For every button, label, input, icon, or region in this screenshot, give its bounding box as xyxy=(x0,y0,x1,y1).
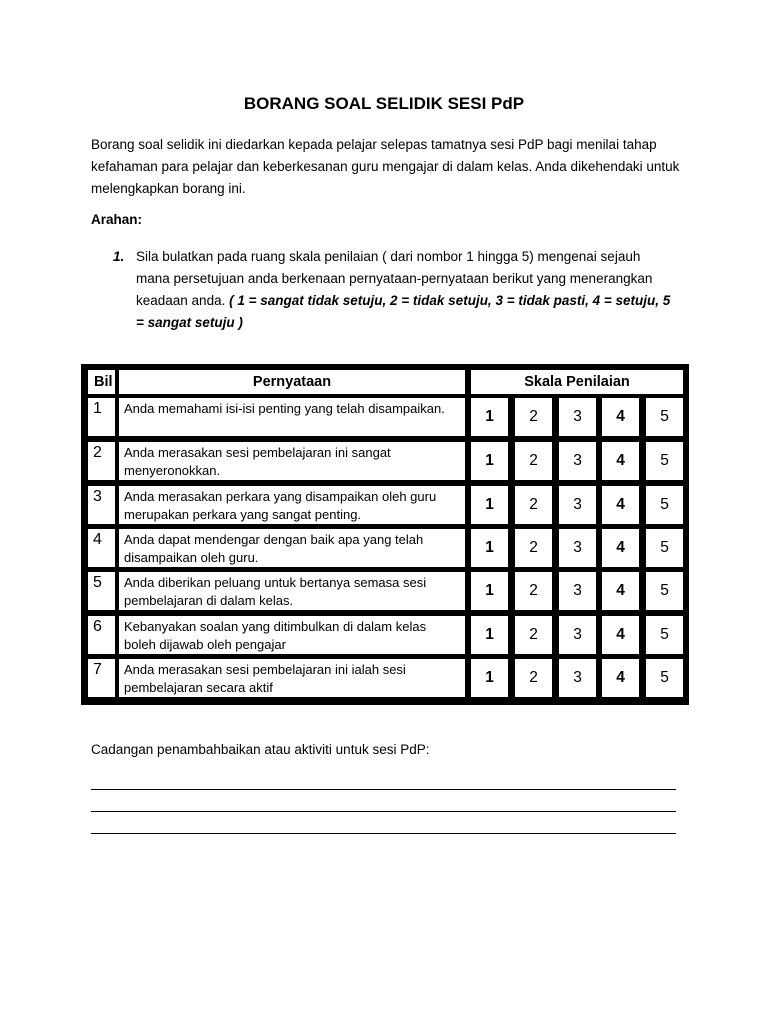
page-title: BORANG SOAL SELIDIK SESI PdP xyxy=(243,94,525,113)
rating-option-4[interactable]: 4 xyxy=(601,528,640,568)
rating-option-3[interactable]: 3 xyxy=(558,658,597,698)
header-statement: Pernyataan xyxy=(118,369,466,395)
answer-line[interactable] xyxy=(91,811,676,812)
statement-text: Anda merasakan sesi pembelajaran ini sangat menyeronokkan. xyxy=(118,441,466,481)
answer-line[interactable] xyxy=(91,833,676,834)
row-number: 6 xyxy=(87,615,116,655)
instruction-text-block xyxy=(136,246,673,334)
rating-option-1[interactable]: 1 xyxy=(470,615,509,655)
rating-option-4[interactable]: 4 xyxy=(601,571,640,611)
rating-option-5[interactable]: 5 xyxy=(645,397,684,437)
statement-text: Kebanyakan soalan yang ditimbulkan di dalam kelas boleh dijawab oleh pengajar xyxy=(118,615,466,655)
intro-paragraph: Borang soal selidik ini diedarkan kepada pelajar selepas tamatnya sesi PdP bagi menilai tahap kefahaman para pelajar dan keberkesanan guru mengajar di dalam kelas. Anda dikehendaki untuk melengkapkan borang ini. xyxy=(91,137,680,196)
rating-option-1[interactable]: 1 xyxy=(470,528,509,568)
rating-option-2[interactable]: 2 xyxy=(514,528,553,568)
rating-option-3[interactable]: 3 xyxy=(558,485,597,525)
rating-option-5[interactable]: 5 xyxy=(645,528,684,568)
rating-option-5[interactable]: 5 xyxy=(645,485,684,525)
rating-option-4[interactable]: 4 xyxy=(601,441,640,481)
rating-option-5[interactable]: 5 xyxy=(645,615,684,655)
row-number: 5 xyxy=(87,571,116,611)
statement-text: Anda dapat mendengar dengan baik apa yang telah disampaikan oleh guru. xyxy=(118,528,466,568)
rating-option-1[interactable]: 1 xyxy=(470,658,509,698)
rating-option-5[interactable]: 5 xyxy=(645,441,684,481)
rating-option-3[interactable]: 3 xyxy=(558,441,597,481)
rating-option-1[interactable]: 1 xyxy=(470,441,509,481)
suggestions-label: Cadangan penambahbaikan atau aktiviti untuk sesi PdP: xyxy=(91,742,430,757)
rating-option-4[interactable]: 4 xyxy=(601,485,640,525)
statement-text: Anda merasakan perkara yang disampaikan oleh guru merupakan perkara yang sangat penting. xyxy=(118,485,466,525)
instruction-text: Sila bulatkan pada ruang skala penilaian ( dari nombor 1 hingga 5) mengenai sejauh mana persetujuan anda berkenaan pernyataan-pernyataan berikut yang menerangkan keadaan anda. xyxy=(136,249,653,308)
rating-option-4[interactable]: 4 xyxy=(601,615,640,655)
header-scale: Skala Penilaian xyxy=(470,369,684,395)
rating-option-2[interactable]: 2 xyxy=(514,397,553,437)
row-number: 2 xyxy=(87,441,116,481)
statement-text: Anda merasakan sesi pembelajaran ini ialah sesi pembelajaran secara aktif xyxy=(118,658,466,698)
rating-option-2[interactable]: 2 xyxy=(514,441,553,481)
answer-line[interactable] xyxy=(91,789,676,790)
rating-option-1[interactable]: 1 xyxy=(470,571,509,611)
scale-legend: ( 1 = sangat tidak setuju, 2 = tidak setuju, 3 = tidak pasti, 4 = setuju, 5 = sangat setuju ) xyxy=(136,293,671,330)
instruction-item xyxy=(113,246,673,334)
rating-option-4[interactable]: 4 xyxy=(601,658,640,698)
rating-option-4[interactable]: 4 xyxy=(601,397,640,437)
rating-option-5[interactable]: 5 xyxy=(645,571,684,611)
survey-table xyxy=(81,364,689,705)
rating-option-2[interactable]: 2 xyxy=(514,485,553,525)
rating-option-5[interactable]: 5 xyxy=(645,658,684,698)
rating-option-2[interactable]: 2 xyxy=(514,571,553,611)
instruction-number: 1. xyxy=(113,249,125,264)
row-number: 3 xyxy=(87,485,116,525)
row-number: 1 xyxy=(87,397,116,437)
rating-option-1[interactable]: 1 xyxy=(470,397,509,437)
rating-option-3[interactable]: 3 xyxy=(558,615,597,655)
header-bil: Bil xyxy=(87,369,116,395)
statement-text: Anda diberikan peluang untuk bertanya semasa sesi pembelajaran di dalam kelas. xyxy=(118,571,466,611)
rating-option-1[interactable]: 1 xyxy=(470,485,509,525)
rating-option-2[interactable]: 2 xyxy=(514,615,553,655)
rating-option-3[interactable]: 3 xyxy=(558,571,597,611)
instructions-heading: Arahan: xyxy=(91,212,143,227)
rating-option-2[interactable]: 2 xyxy=(514,658,553,698)
row-number: 7 xyxy=(87,658,116,698)
rating-option-3[interactable]: 3 xyxy=(558,397,597,437)
rating-option-3[interactable]: 3 xyxy=(558,528,597,568)
row-number: 4 xyxy=(87,528,116,568)
statement-text: Anda memahami isi-isi penting yang telah disampaikan. xyxy=(118,397,466,437)
